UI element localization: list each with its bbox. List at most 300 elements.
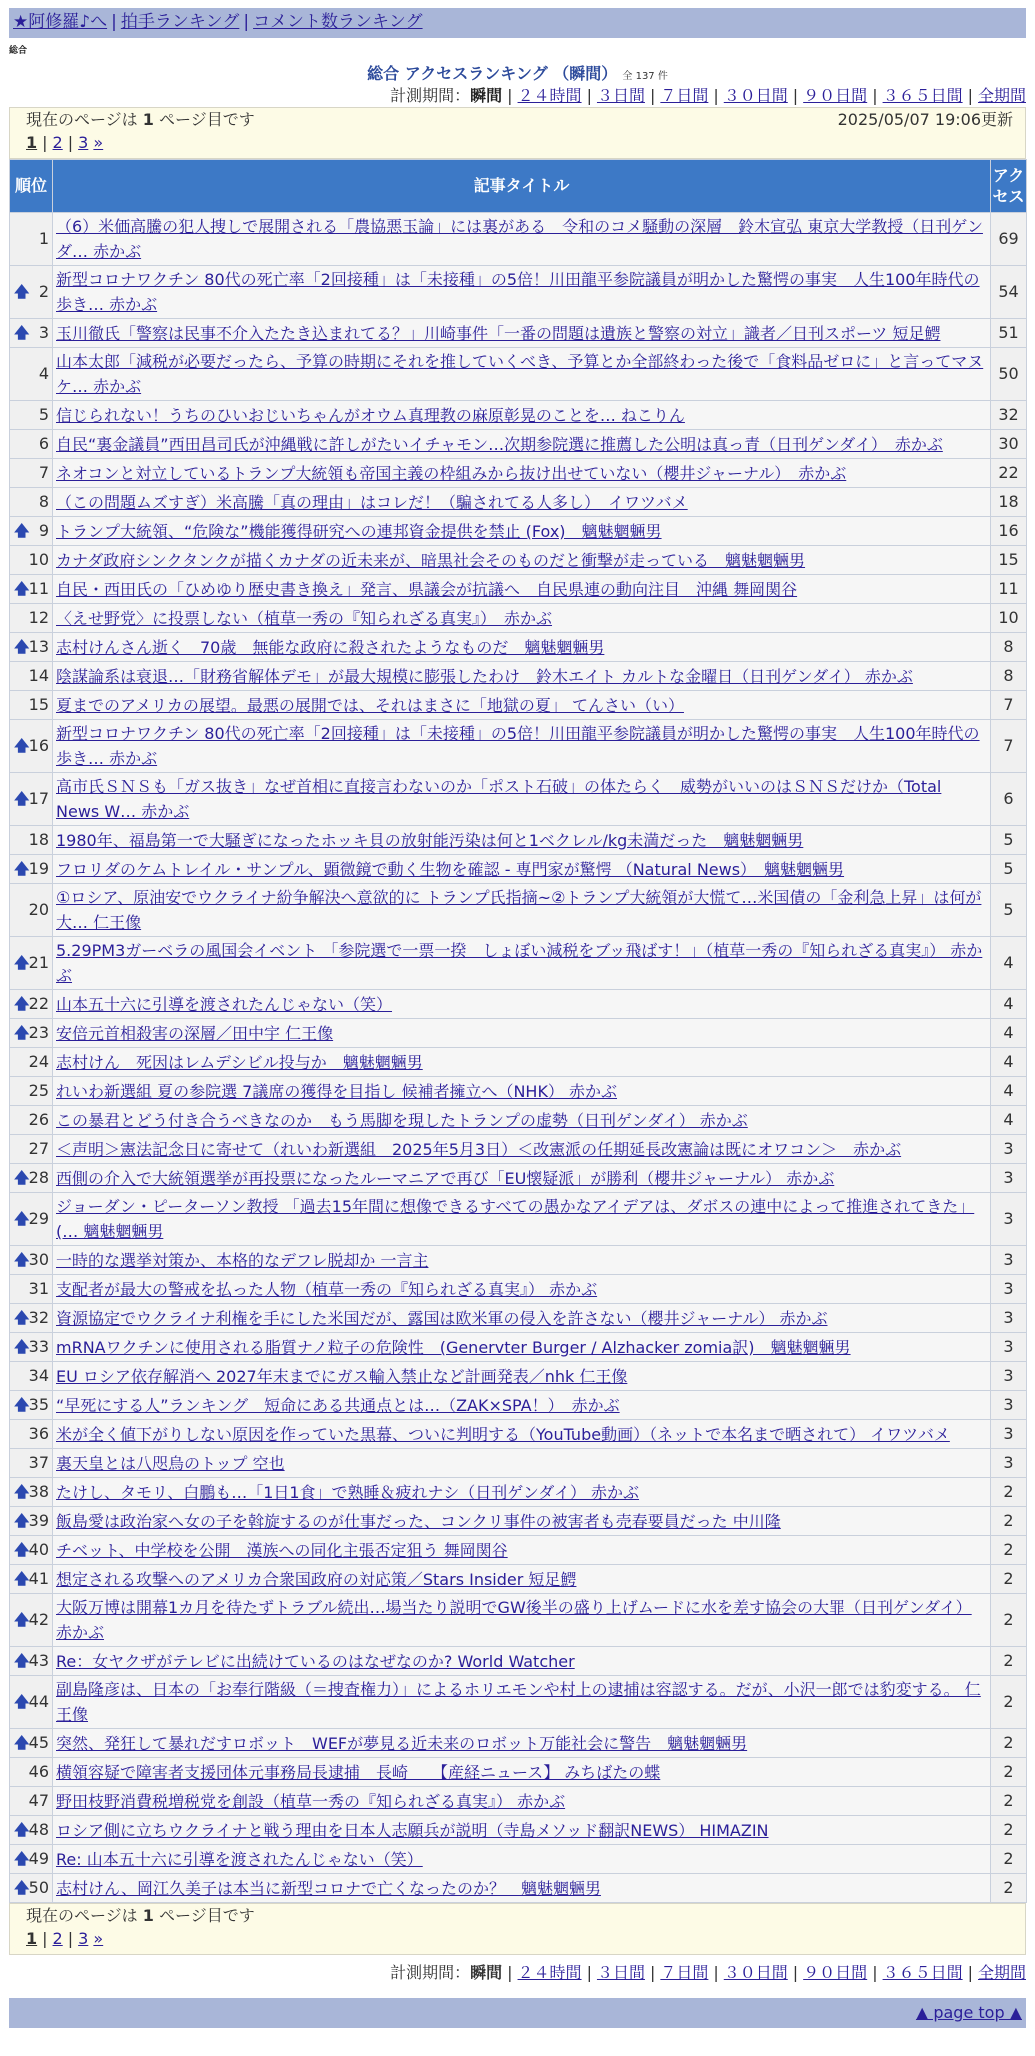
title-cell bbox=[53, 1729, 991, 1758]
nav-separator: | bbox=[243, 12, 250, 32]
article-link[interactable]: フロリダのケムトレイル・サンプル、顕微鏡で動く生物を確認 - 専門家が驚愕 （Natural News） 魑魅魍魎男 bbox=[56, 859, 845, 879]
rank-cell bbox=[10, 1536, 53, 1565]
rank-cell bbox=[10, 1077, 53, 1106]
access-count: 3 bbox=[991, 1333, 1027, 1362]
rank-cell bbox=[10, 430, 53, 459]
table-row bbox=[10, 1478, 1027, 1507]
rank-cell bbox=[10, 1676, 53, 1729]
rank-header: 順位 bbox=[10, 160, 53, 213]
article-link[interactable]: 新型コロナワクチン 80代の死亡率「2回接種」は「未接種」の5倍！川田龍平参院議員が明かした驚愕の事実 人生100年時代の歩き… 赤かぶ bbox=[56, 724, 980, 769]
access-count: 3 bbox=[991, 1304, 1027, 1333]
access-count: 22 bbox=[991, 459, 1027, 488]
rank-number: 4 bbox=[38, 363, 49, 383]
bottom-bar bbox=[9, 1998, 1026, 2028]
title-cell bbox=[53, 1816, 991, 1845]
rank-number: 18 bbox=[28, 829, 49, 849]
up-arrow-icon: 🡅 bbox=[14, 1395, 30, 1414]
title-cell bbox=[53, 1246, 991, 1275]
rank-number: 11 bbox=[28, 578, 49, 598]
table-row bbox=[10, 1193, 1027, 1246]
up-arrow-icon: 🡅 bbox=[14, 953, 30, 972]
rank-cell bbox=[10, 1874, 53, 1903]
article-link[interactable]: トランプ大統領、“危険な”機能獲得研究への連邦資金提供を禁止 (Fox) 魑魅魍魎男 bbox=[56, 521, 662, 541]
article-link[interactable]: ロシア側に立ちウクライナと戦う理由を日本人志願兵が説明（寺島メソッド翻訳NEWS） HIMAZIN bbox=[56, 1820, 769, 1840]
table-row bbox=[10, 1647, 1027, 1676]
rank-number: 47 bbox=[28, 1790, 49, 1810]
rank-cell bbox=[10, 401, 53, 430]
rank-number: 17 bbox=[28, 788, 49, 808]
up-arrow-icon: 🡅 bbox=[14, 1168, 30, 1187]
rank-cell bbox=[10, 546, 53, 575]
article-link[interactable]: 西側の介入で大統領選挙が再投票になったルーマニアで再び「EU懐疑派」が勝利（櫻井ジャーナル） 赤かぶ bbox=[56, 1168, 835, 1188]
up-arrow-icon: 🡅 bbox=[14, 1511, 30, 1530]
rank-cell bbox=[10, 1362, 53, 1391]
title-cell bbox=[53, 488, 991, 517]
access-count: 2 bbox=[991, 1676, 1027, 1729]
up-arrow-icon: 🡅 bbox=[14, 1569, 30, 1588]
pager-next-link[interactable]: » bbox=[93, 1929, 104, 1949]
pager-box bbox=[9, 107, 1026, 159]
up-arrow-icon: 🡅 bbox=[14, 1651, 30, 1670]
access-count: 51 bbox=[991, 319, 1027, 348]
table-row bbox=[10, 401, 1027, 430]
title-cell bbox=[53, 1565, 991, 1594]
article-link[interactable]: 副島隆彦は、日本の「お奉行階級（＝捜査権力）」によるホリエモンや村上の逮捕は容認する。だが、小沢一郎では豹変する。 仁王像 bbox=[56, 1680, 981, 1725]
up-arrow-icon: 🡅 bbox=[14, 1482, 30, 1501]
rank-cell bbox=[10, 348, 53, 401]
rank-number: 19 bbox=[28, 858, 49, 878]
access-count: 2 bbox=[991, 1594, 1027, 1647]
title-cell bbox=[53, 459, 991, 488]
rank-number: 21 bbox=[28, 952, 49, 972]
up-arrow-icon: 🡅 bbox=[14, 1209, 30, 1228]
period-link[interactable]: ３日間 bbox=[596, 1963, 645, 1983]
table-row bbox=[10, 430, 1027, 459]
access-count: 3 bbox=[991, 1164, 1027, 1193]
table-row bbox=[10, 1135, 1027, 1164]
nav-clap-ranking-link[interactable]: 拍手ランキング bbox=[120, 12, 240, 32]
table-row bbox=[10, 1164, 1027, 1193]
up-arrow-icon: 🡅 bbox=[14, 1250, 30, 1269]
period-link[interactable]: 全期間 bbox=[977, 1963, 1026, 1983]
table-row bbox=[10, 691, 1027, 720]
article-link[interactable]: この暴君とどう付き合うべきなのか もう馬脚を現したトランプの虚勢（日刊ゲンダイ） 赤かぶ bbox=[56, 1110, 748, 1130]
article-link[interactable]: たけし、タモリ、白鵬も…「1日1食」で熟睡＆疲れナシ（日刊ゲンダイ） 赤かぶ bbox=[56, 1482, 640, 1502]
rank-number: 22 bbox=[28, 993, 49, 1013]
table-row bbox=[10, 488, 1027, 517]
rank-number: 37 bbox=[28, 1452, 49, 1472]
table-row bbox=[10, 1246, 1027, 1275]
period-separator: | bbox=[649, 1963, 656, 1983]
article-link[interactable]: 高市氏ＳＮＳも「ガス抜き」なぜ首相に直接言わないのか「ポスト石破」の体たらく 威勢がいいのはＳＮＳだけか（Total News W… 赤かぶ bbox=[56, 777, 942, 822]
rank-cell bbox=[10, 1816, 53, 1845]
period-separator: | bbox=[967, 86, 973, 106]
rank-cell bbox=[10, 575, 53, 604]
access-count: 4 bbox=[991, 990, 1027, 1019]
title-cell bbox=[53, 1077, 991, 1106]
table-row bbox=[10, 633, 1027, 662]
access-count: 5 bbox=[991, 855, 1027, 884]
access-count: 4 bbox=[991, 1048, 1027, 1077]
access-count: 30 bbox=[991, 430, 1027, 459]
pager-page-link[interactable]: 3 bbox=[78, 133, 89, 153]
title-cell bbox=[53, 546, 991, 575]
pager-box-bottom bbox=[9, 1903, 1026, 1955]
article-link[interactable]: ①ロシア、原油安でウクライナ紛争解決へ意欲的に トランプ氏指摘~②トランプ大統領が大慌て…米国債の「金利急上昇」は何が大… 仁王像 bbox=[56, 888, 982, 933]
up-arrow-icon: 🡅 bbox=[14, 637, 30, 656]
access-count: 2 bbox=[991, 1816, 1027, 1845]
table-row bbox=[10, 213, 1027, 266]
rank-cell bbox=[10, 691, 53, 720]
pager-page-current: 1 bbox=[26, 1929, 38, 1949]
nav-comment-ranking-link[interactable]: コメント数ランキング bbox=[253, 12, 423, 32]
rank-number: 5 bbox=[38, 404, 49, 424]
rank-number: 6 bbox=[38, 433, 49, 453]
article-link[interactable]: （6）米価高騰の犯人捜しで展開される「農協悪玉論」には裏がある 令和のコメ騒動の深層 鈴木宣弘 東京大学教授（日刊ゲンダ… 赤かぶ bbox=[56, 217, 983, 262]
article-link[interactable]: 大阪万博は開幕1カ月を待たずトラブル続出…場当たり説明でGW後半の盛り上げムードに水を差す協会の大罪（日刊ゲンダイ） 赤かぶ bbox=[56, 1598, 972, 1643]
title-cell bbox=[53, 1507, 991, 1536]
period-link[interactable]: 全期間 bbox=[977, 86, 1026, 106]
article-link[interactable]: 信じられない！うちのひいおじいちゃんがオウム真理教の麻原彰晃のことを… ねこりん bbox=[56, 405, 685, 425]
article-link[interactable]: ＜声明＞憲法記念日に寄せて（れいわ新選組 2025年5月3日）＜改憲派の任期延長改憲論は既にオワコン＞ 赤かぶ bbox=[56, 1139, 902, 1159]
table-row bbox=[10, 773, 1027, 826]
access-count: 2 bbox=[991, 1845, 1027, 1874]
period-separator: | bbox=[507, 1963, 513, 1983]
up-arrow-icon: 🡅 bbox=[14, 1878, 30, 1897]
table-row bbox=[10, 1758, 1027, 1787]
article-link[interactable]: 横領容疑で障害者支援団体元事務局長逮捕 長崎 【産経ニュース】 みちばたの蝶 bbox=[56, 1762, 661, 1782]
rank-number: 49 bbox=[28, 1848, 49, 1868]
period-selector bbox=[9, 86, 1026, 107]
rank-cell bbox=[10, 517, 53, 546]
article-link[interactable]: EU ロシア依存解消へ 2027年末までにガス輸入禁止など計画発表／nhk 仁王像 bbox=[56, 1366, 628, 1386]
rank-number: 20 bbox=[28, 899, 49, 919]
period-separator: | bbox=[649, 86, 656, 106]
access-count: 18 bbox=[991, 488, 1027, 517]
period-link[interactable]: ３６５日間 bbox=[882, 1963, 963, 1983]
article-link[interactable]: 米が全く値下がりしない原因を作っていた黒幕、ついに判明する（YouTube動画）（ネットで本名まで晒されて） イワツバメ bbox=[56, 1424, 950, 1444]
table-row bbox=[10, 1304, 1027, 1333]
article-link[interactable]: カナダ政府シンクタンクが描くカナダの近未来が、暗黒社会そのものだと衝撃が走っている 魑魅魍魎男 bbox=[56, 550, 806, 570]
access-count: 4 bbox=[991, 1077, 1027, 1106]
up-arrow-icon: 🡅 bbox=[14, 789, 30, 808]
article-link[interactable]: 山本五十六に引導を渡されたんじゃない（笑） bbox=[56, 994, 393, 1014]
access-count: 8 bbox=[991, 633, 1027, 662]
rank-cell bbox=[10, 990, 53, 1019]
table-row bbox=[10, 1362, 1027, 1391]
table-row bbox=[10, 1845, 1027, 1874]
up-arrow-icon: 🡅 bbox=[14, 282, 30, 301]
article-link[interactable]: 1980年、福島第一で大騒ぎになったホッキ貝の放射能汚染は何と1ベクレル/kg未満だった 魑魅魍魎男 bbox=[56, 830, 804, 850]
title-cell bbox=[53, 1676, 991, 1729]
title-cell bbox=[53, 1420, 991, 1449]
access-count: 4 bbox=[991, 1106, 1027, 1135]
access-count: 32 bbox=[991, 401, 1027, 430]
rank-cell bbox=[10, 266, 53, 319]
page-title: 総合 アクセスランキング （瞬間） bbox=[367, 63, 618, 83]
up-arrow-icon: 🡅 bbox=[14, 1308, 30, 1327]
title-cell bbox=[53, 773, 991, 826]
rank-cell bbox=[10, 1845, 53, 1874]
rank-number: 41 bbox=[28, 1568, 49, 1588]
title-cell bbox=[53, 1304, 991, 1333]
access-count: 15 bbox=[991, 546, 1027, 575]
period-link[interactable]: ９０日間 bbox=[803, 1963, 868, 1983]
article-link[interactable]: 5.29PM3ガーベラの風国会イベント 「参院選で一票一揆 しょぼい減税をブッ飛ばす！」（植草一秀の『知られざる真実』） 赤かぶ bbox=[56, 941, 983, 986]
table-row bbox=[10, 1106, 1027, 1135]
article-link[interactable]: 玉川徹氏「警察は民事不介入たたき込まれてる？」川崎事件「一番の問題は遺族と警察の対立」識者／日刊スポーツ 短足鰐 bbox=[56, 323, 941, 343]
title-cell bbox=[53, 348, 991, 401]
table-row bbox=[10, 826, 1027, 855]
pager-page-link[interactable]: 3 bbox=[78, 1929, 89, 1949]
period-link[interactable]: ３日間 bbox=[596, 86, 645, 106]
period-link[interactable]: ７日間 bbox=[660, 86, 709, 106]
table-row bbox=[10, 937, 1027, 990]
table-row bbox=[10, 1077, 1027, 1106]
period-separator: | bbox=[507, 86, 513, 106]
title-cell bbox=[53, 633, 991, 662]
table-row bbox=[10, 1333, 1027, 1362]
article-link[interactable]: 志村けん、岡江久美子は本当に新型コロナで亡くなったのか？ 魑魅魍魎男 bbox=[56, 1878, 601, 1898]
rank-number: 25 bbox=[28, 1080, 49, 1100]
article-link[interactable]: 自民・西田氏の「ひめゆり歴史書き換え」発言、県議会が抗議へ 自民県連の動向注目 沖縄 舞岡関谷 bbox=[56, 579, 798, 599]
rank-cell bbox=[10, 720, 53, 773]
rank-number: 2 bbox=[38, 281, 49, 301]
article-link[interactable]: 志村けんさん逝く 70歳 無能な政府に殺されたようなものだ 魑魅魍魎男 bbox=[56, 637, 605, 657]
period-separator: | bbox=[792, 1963, 799, 1983]
table-row bbox=[10, 459, 1027, 488]
pager-text-post: ページ目です bbox=[159, 1906, 255, 1926]
nav-asyura-link[interactable]: ★阿修羅♪へ bbox=[13, 12, 108, 32]
title-cell bbox=[53, 1594, 991, 1647]
article-link[interactable]: “早死にする人”ランキング 短命にある共通点とは…（ZAK×SPA！） 赤かぶ bbox=[56, 1395, 620, 1415]
access-count: 4 bbox=[991, 937, 1027, 990]
rank-cell bbox=[10, 773, 53, 826]
rank-cell bbox=[10, 213, 53, 266]
article-link[interactable]: ジョーダン・ピーターソン教授 「過去15年間に想像できるすべての愚かなアイデアは、ダボスの連中によって推進されてきた」(… 魑魅魍魎男 bbox=[56, 1197, 975, 1242]
up-arrow-icon: 🡅 bbox=[14, 323, 30, 342]
rank-cell bbox=[10, 459, 53, 488]
article-link[interactable]: 野田枝野消費税増税党を創設（植草一秀の『知られざる真実』） 赤かぶ bbox=[56, 1791, 566, 1811]
page-top-link[interactable]: ▲ page top ▲ bbox=[915, 2003, 1022, 2023]
title-cell bbox=[53, 937, 991, 990]
period-separator: | bbox=[586, 1963, 592, 1983]
period-link[interactable]: ２４時間 bbox=[517, 86, 582, 106]
access-count: 69 bbox=[991, 213, 1027, 266]
rank-number: 12 bbox=[28, 607, 49, 627]
article-link[interactable]: 資源協定でウクライナ利権を手にした米国だが、露国は欧米軍の侵入を許さない（櫻井ジャーナル） 赤かぶ bbox=[56, 1308, 828, 1328]
access-count: 2 bbox=[991, 1507, 1027, 1536]
table-row bbox=[10, 1420, 1027, 1449]
rank-cell bbox=[10, 633, 53, 662]
title-cell bbox=[53, 1333, 991, 1362]
title-cell bbox=[53, 1048, 991, 1077]
article-link[interactable]: 夏までのアメリカの展望。最悪の展開では、それはまさに「地獄の夏」 てんさい（い） bbox=[56, 695, 684, 715]
rank-cell bbox=[10, 937, 53, 990]
table-row bbox=[10, 1816, 1027, 1845]
title-cell bbox=[53, 1019, 991, 1048]
table-row bbox=[10, 1729, 1027, 1758]
table-row bbox=[10, 1787, 1027, 1816]
article-link[interactable]: れいわ新選組 夏の参院選 7議席の獲得を目指し 候補者擁立へ（NHK） 赤かぶ bbox=[56, 1081, 618, 1101]
rank-number: 46 bbox=[28, 1761, 49, 1781]
title-cell bbox=[53, 662, 991, 691]
rank-number: 39 bbox=[28, 1510, 49, 1530]
period-link[interactable]: ３６５日間 bbox=[882, 86, 963, 106]
title-cell bbox=[53, 1787, 991, 1816]
article-link[interactable]: 裏天皇とは八咫烏のトップ 空也 bbox=[56, 1453, 285, 1473]
title-cell bbox=[53, 884, 991, 937]
access-count: 10 bbox=[991, 604, 1027, 633]
title-cell bbox=[53, 1135, 991, 1164]
access-count: 50 bbox=[991, 348, 1027, 401]
title-cell bbox=[53, 691, 991, 720]
rank-number: 33 bbox=[28, 1336, 49, 1356]
title-cell bbox=[53, 1275, 991, 1304]
title-cell bbox=[53, 266, 991, 319]
period-link[interactable]: ３０日間 bbox=[723, 86, 788, 106]
access-count: 3 bbox=[991, 1193, 1027, 1246]
rank-number: 34 bbox=[28, 1365, 49, 1385]
rank-cell bbox=[10, 319, 53, 348]
up-arrow-icon: 🡅 bbox=[14, 1692, 30, 1711]
rank-cell bbox=[10, 604, 53, 633]
pager-page-current: 1 bbox=[26, 133, 38, 153]
pager-next-link[interactable]: » bbox=[93, 133, 104, 153]
pager-status-row bbox=[26, 110, 1013, 131]
access-count: 2 bbox=[991, 1787, 1027, 1816]
article-link[interactable]: Re：女ヤクザがテレビに出続けているのはなぜなのか? World Watcher bbox=[56, 1651, 575, 1671]
period-link[interactable]: ７日間 bbox=[660, 1963, 709, 1983]
rank-cell bbox=[10, 884, 53, 937]
rank-number: 23 bbox=[28, 1022, 49, 1042]
article-link[interactable]: 山本太郎「減税が必要だったら、予算の時期にそれを推していくべき、予算とか全部終わった後で「食料品ゼロに」と言ってマヌケ… 赤かぶ bbox=[56, 352, 984, 397]
title-cell bbox=[53, 855, 991, 884]
rank-cell bbox=[10, 1594, 53, 1647]
rank-number: 31 bbox=[28, 1278, 49, 1298]
article-link[interactable]: ネオコンと対立しているトランプ大統領も帝国主義の枠組みから抜け出せていない（櫻井ジャーナル） 赤かぶ bbox=[56, 463, 847, 483]
rank-number: 15 bbox=[28, 694, 49, 714]
rank-number: 30 bbox=[28, 1249, 49, 1269]
updated-timestamp: 2025/05/07 19:06更新 bbox=[837, 110, 1013, 130]
pager-status bbox=[26, 110, 255, 131]
article-link[interactable]: 支配者が最大の警戒を払った人物（植草一秀の『知られざる真実』） 赤かぶ bbox=[56, 1279, 598, 1299]
rank-cell bbox=[10, 1391, 53, 1420]
period-separator: | bbox=[872, 1963, 878, 1983]
pager-separator: | bbox=[42, 133, 48, 153]
rank-cell bbox=[10, 662, 53, 691]
rank-number: 7 bbox=[38, 462, 49, 482]
page-heading bbox=[9, 64, 1026, 85]
pager-page-link[interactable]: 2 bbox=[52, 133, 63, 153]
rank-number: 43 bbox=[28, 1650, 49, 1670]
access-count: 3 bbox=[991, 1449, 1027, 1478]
up-arrow-icon: 🡅 bbox=[14, 859, 30, 878]
table-row bbox=[10, 1565, 1027, 1594]
article-link[interactable]: 突然、発狂して暴れだすロボット WEFが夢見る近未来のロボット万能社会に警告 魑魅魍魎男 bbox=[56, 1733, 748, 1753]
period-link[interactable]: ２４時間 bbox=[517, 1963, 582, 1983]
rank-cell bbox=[10, 1507, 53, 1536]
period-separator: | bbox=[713, 1963, 719, 1983]
article-link[interactable]: Re: 山本五十六に引導を渡されたんじゃない（笑） bbox=[56, 1849, 423, 1869]
access-count: 11 bbox=[991, 575, 1027, 604]
article-link[interactable]: 新型コロナワクチン 80代の死亡率「2回接種」は「未接種」の5倍！川田龍平参院議員が明かした驚愕の事実 人生100年時代の歩き… 赤かぶ bbox=[56, 270, 980, 315]
article-link[interactable]: 志村けん 死因はレムデシビル投与か 魑魅魍魎男 bbox=[56, 1052, 423, 1072]
rank-number: 1 bbox=[38, 228, 49, 248]
pager-page-link[interactable]: 2 bbox=[52, 1929, 63, 1949]
up-arrow-icon: 🡅 bbox=[14, 736, 30, 755]
title-cell bbox=[53, 430, 991, 459]
title-cell bbox=[53, 826, 991, 855]
up-arrow-icon: 🡅 bbox=[14, 1610, 30, 1629]
title-cell bbox=[53, 1449, 991, 1478]
access-count: 2 bbox=[991, 1874, 1027, 1903]
article-link[interactable]: 想定される攻撃へのアメリカ合衆国政府の対応策／Stars Insider 短足鰐 bbox=[56, 1569, 577, 1589]
rank-number: 45 bbox=[28, 1732, 49, 1752]
title-cell bbox=[53, 213, 991, 266]
rank-cell bbox=[10, 1193, 53, 1246]
rank-number: 36 bbox=[28, 1423, 49, 1443]
access-count: 2 bbox=[991, 1729, 1027, 1758]
article-link[interactable]: 自民“裏金議員”西田昌司氏が沖縄戦に許しがたいイチャモン…次期参院選に推薦した公明は真っ青（日刊ゲンダイ） 赤かぶ bbox=[56, 434, 943, 454]
period-selector-bottom bbox=[9, 1963, 1026, 1984]
access-count: 2 bbox=[991, 1478, 1027, 1507]
pager-current-number: 1 bbox=[142, 110, 154, 130]
article-link[interactable]: 安倍元首相殺害の深層／田中宇 仁王像 bbox=[56, 1023, 334, 1043]
rank-cell bbox=[10, 1304, 53, 1333]
period-link[interactable]: ３０日間 bbox=[723, 1963, 788, 1983]
access-count: 7 bbox=[991, 720, 1027, 773]
access-count: 7 bbox=[991, 691, 1027, 720]
table-row bbox=[10, 855, 1027, 884]
up-arrow-icon: 🡅 bbox=[14, 1337, 30, 1356]
article-link[interactable]: 飯島愛は政治家へ女の子を斡旋するのが仕事だった、コンクリ事件の被害者も売春要員だった 中川隆 bbox=[56, 1511, 781, 1531]
article-link[interactable]: 陰謀論系は衰退…「財務省解体デモ」が最大規模に膨張したわけ 鈴木エイト カルトな金曜日（日刊ゲンダイ） 赤かぶ bbox=[56, 666, 913, 686]
table-row bbox=[10, 1449, 1027, 1478]
title-cell bbox=[53, 1164, 991, 1193]
table-row bbox=[10, 1019, 1027, 1048]
table-row bbox=[10, 575, 1027, 604]
rank-cell bbox=[10, 1019, 53, 1048]
period-link[interactable]: ９０日間 bbox=[803, 86, 868, 106]
rank-cell bbox=[10, 1333, 53, 1362]
article-link[interactable]: 一時的な選挙対策か、本格的なデフレ脱却か 一言主 bbox=[56, 1250, 429, 1270]
rank-cell bbox=[10, 1106, 53, 1135]
article-link[interactable]: チベット、中学校を公開 漢族への同化主張否定狙う 舞岡関谷 bbox=[56, 1540, 508, 1560]
period-label: 計測期間： bbox=[390, 86, 471, 106]
pager-separator: | bbox=[67, 1929, 74, 1949]
access-count: 5 bbox=[991, 826, 1027, 855]
table-row bbox=[10, 1676, 1027, 1729]
rank-number: 28 bbox=[28, 1167, 49, 1187]
article-link[interactable]: （この問題ムズすぎ）米高騰「真の理由」はコレだ！（騙されてる人多し） イワツバメ bbox=[56, 492, 688, 512]
title-cell bbox=[53, 575, 991, 604]
rank-cell bbox=[10, 1787, 53, 1816]
article-link[interactable]: mRNAワクチンに使用される脂質ナノ粒子の危険性 (Genervter Burger / Alzhacker zomia訳) 魑魅魍魎男 bbox=[56, 1337, 851, 1357]
rank-number: 10 bbox=[28, 549, 49, 569]
rank-number: 44 bbox=[28, 1691, 49, 1711]
title-cell bbox=[53, 1478, 991, 1507]
table-header-row bbox=[10, 160, 1027, 213]
article-link[interactable]: 〈えせ野党〉に投票しない（植草一秀の『知られざる真実』） 赤かぶ bbox=[56, 608, 553, 628]
category-label: 総合 bbox=[9, 46, 28, 56]
access-count: 4 bbox=[991, 1019, 1027, 1048]
table-row bbox=[10, 546, 1027, 575]
rank-number: 26 bbox=[28, 1109, 49, 1129]
up-arrow-icon: 🡅 bbox=[14, 1820, 30, 1839]
table-row bbox=[10, 1594, 1027, 1647]
up-arrow-icon: 🡅 bbox=[14, 994, 30, 1013]
